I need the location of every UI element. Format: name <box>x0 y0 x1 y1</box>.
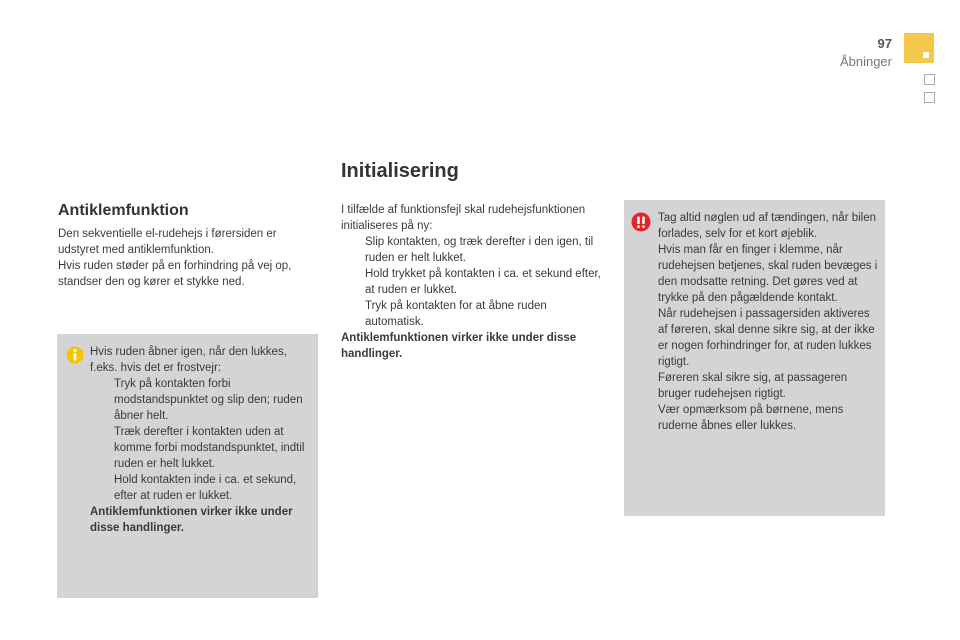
step-text: Tryk på kontakten for at åbne ruden automatisk. <box>365 300 547 328</box>
warning-paragraph: Føreren skal sikre sig, at passageren bruger rudehejsen rigtigt. <box>658 372 848 400</box>
warning-text <box>658 210 880 434</box>
warning-paragraph: Vær opmærksom på børnene, mens ruderne åbnes eller lukkes. <box>658 404 844 432</box>
info-box <box>57 334 318 598</box>
info-intro: Hvis ruden åbner igen, når den lukkes, f.eks. hvis det er frostvejr: <box>90 346 287 374</box>
list-item <box>90 472 310 504</box>
info-note: Antiklemfunktionen virker ikke under disse handlinger. <box>90 506 293 534</box>
warning-paragraph: Når rudehejsen i passagersiden aktiveres af føreren, skal denne sikre sig, at der ikke er nogen forhindringer for, at ruden lukkes rigtigt. <box>658 308 875 368</box>
step-list <box>341 234 603 330</box>
warning-icon <box>631 212 651 232</box>
warning-paragraph: Hvis man får en finger i klemme, når rudehejsen betjenes, skal ruden bevæges i den modsatte retning. Det gøres ved at trykke på den pågældende kontakt. <box>658 244 878 304</box>
list-item <box>341 234 603 266</box>
anti-text <box>58 226 313 290</box>
note-text: Antiklemfunktionen virker ikke under disse handlinger. <box>341 332 577 360</box>
anti-line-1: Den sekventielle el-rudehejs i førersiden er udstyret med antiklemfunktion. <box>58 228 277 256</box>
info-step-list <box>90 376 310 504</box>
list-item <box>90 424 310 472</box>
step-text: Træk derefter i kontakten uden at komme forbi modstandspunktet, indtil ruden er helt lukket. <box>114 426 305 470</box>
list-item <box>341 298 603 330</box>
chapter-tab[interactable] <box>924 74 935 85</box>
info-text <box>90 344 310 536</box>
list-item <box>341 266 603 298</box>
intro-text: I tilfælde af funktionsfejl skal rudehejsfunktionen initialiseres på ny: <box>341 204 586 232</box>
initialisation-text <box>341 202 603 362</box>
info-icon <box>66 346 84 364</box>
main-heading: Initialisering <box>341 160 459 182</box>
chapter-tab-active[interactable] <box>904 33 934 63</box>
section-name: Åbninger <box>839 54 892 69</box>
section-heading: Antiklemfunktion <box>58 202 189 219</box>
list-item <box>90 376 310 424</box>
step-text: Tryk på kontakten forbi modstandspunktet og slip den; ruden åbner helt. <box>114 378 303 422</box>
step-text: Slip kontakten, og træk derefter i den igen, til ruden er helt lukket. <box>365 236 594 264</box>
step-text: Hold trykket på kontakten i ca. et sekund efter, at ruden er lukket. <box>365 268 601 296</box>
step-text: Hold kontakten inde i ca. et sekund, efter at ruden er lukket. <box>114 474 297 502</box>
warning-box <box>624 200 885 516</box>
warning-paragraph: Tag altid nøglen ud af tændingen, når bilen forlades, selv for et kort øjeblik. <box>658 212 877 240</box>
anti-line-2: Hvis ruden støder på en forhindring på vej op, standser den og kører et stykke ned. <box>58 260 292 288</box>
page-number: 97 <box>877 36 892 51</box>
chapter-tab[interactable] <box>924 92 935 103</box>
